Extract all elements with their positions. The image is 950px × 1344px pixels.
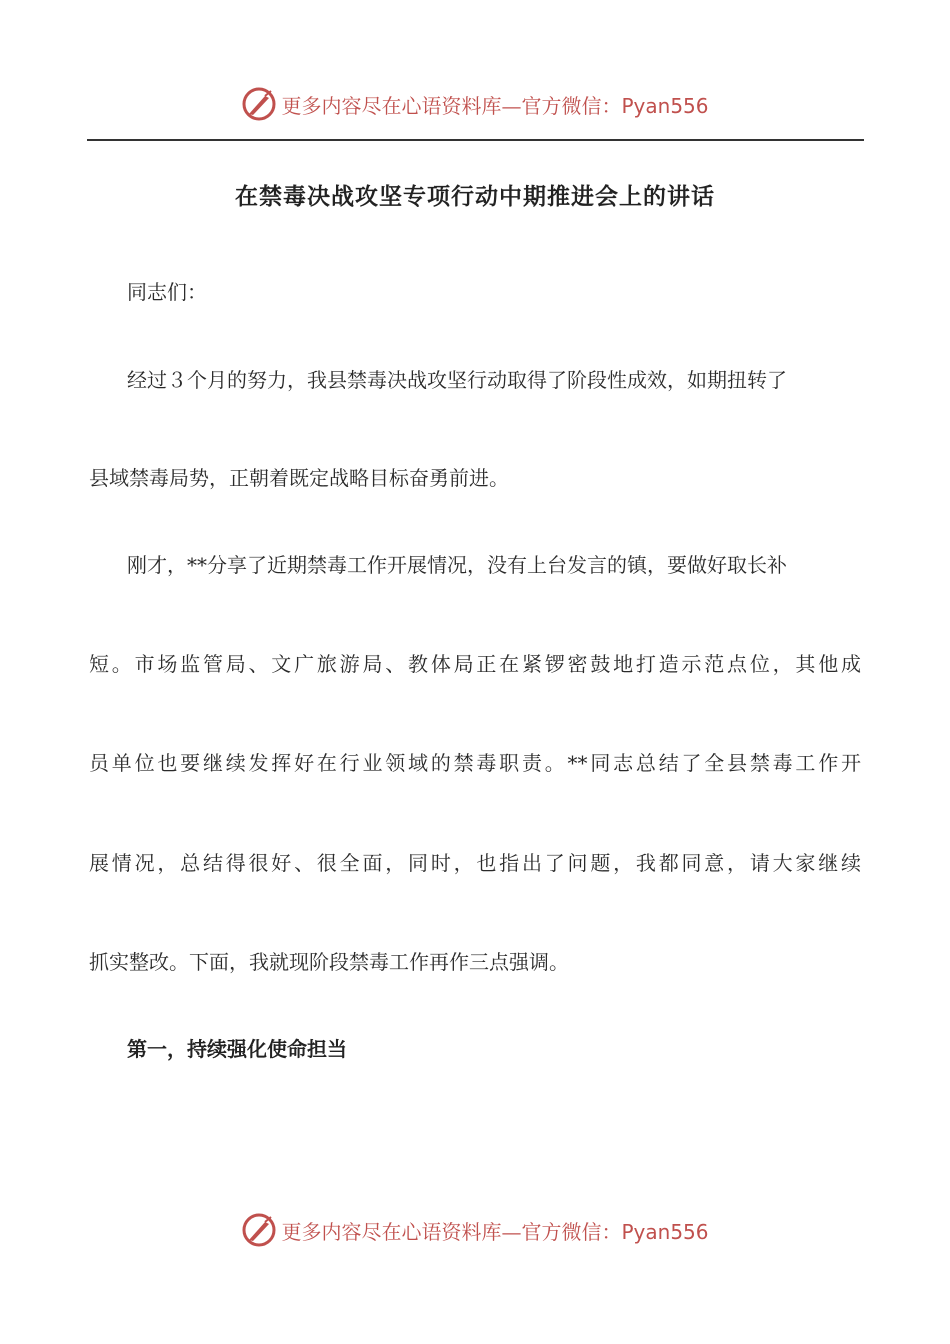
paragraph-line: 刚才，**分享了近期禁毒工作开展情况，没有上台发言的镇，要做好取长补 xyxy=(127,553,787,577)
wechat-id: Pyan556 xyxy=(621,93,709,118)
paragraph-line: 抓实整改。下面，我就现阶段禁毒工作再作三点强调。 xyxy=(89,950,569,974)
paragraph-line: 展情况，总结得很好、很全面，同时，也指出了问题，我都同意，请大家继续 xyxy=(89,851,861,875)
section-heading: 第一，持续强化使命担当 xyxy=(127,1037,347,1061)
banner-text: 更多内容尽在心语资料库—官方微信：Pyan556 xyxy=(281,1219,709,1244)
footer-banner xyxy=(0,1208,950,1252)
greeting: 同志们： xyxy=(127,280,207,304)
paragraph-line: 员单位也要继续发挥好在行业领域的禁毒职责。**同志总结了全县禁毒工作开 xyxy=(89,751,861,775)
paragraph-line: 县域禁毒局势，正朝着既定战略目标奋勇前进。 xyxy=(89,466,509,490)
header-rule xyxy=(87,139,864,141)
quill-logo-icon xyxy=(241,1212,277,1248)
banner-text: 更多内容尽在心语资料库—官方微信：Pyan556 xyxy=(281,93,709,118)
header-banner xyxy=(0,82,950,126)
paragraph-line: 经过３个月的努力，我县禁毒决战攻坚行动取得了阶段性成效，如期扭转了 xyxy=(127,368,787,392)
quill-logo-icon xyxy=(241,86,277,122)
document-title: 在禁毒决战攻坚专项行动中期推进会上的讲话 xyxy=(235,183,715,210)
wechat-id: Pyan556 xyxy=(621,1219,709,1244)
paragraph-line: 短。市场监管局、文广旅游局、教体局正在紧锣密鼓地打造示范点位，其他成 xyxy=(89,652,861,676)
